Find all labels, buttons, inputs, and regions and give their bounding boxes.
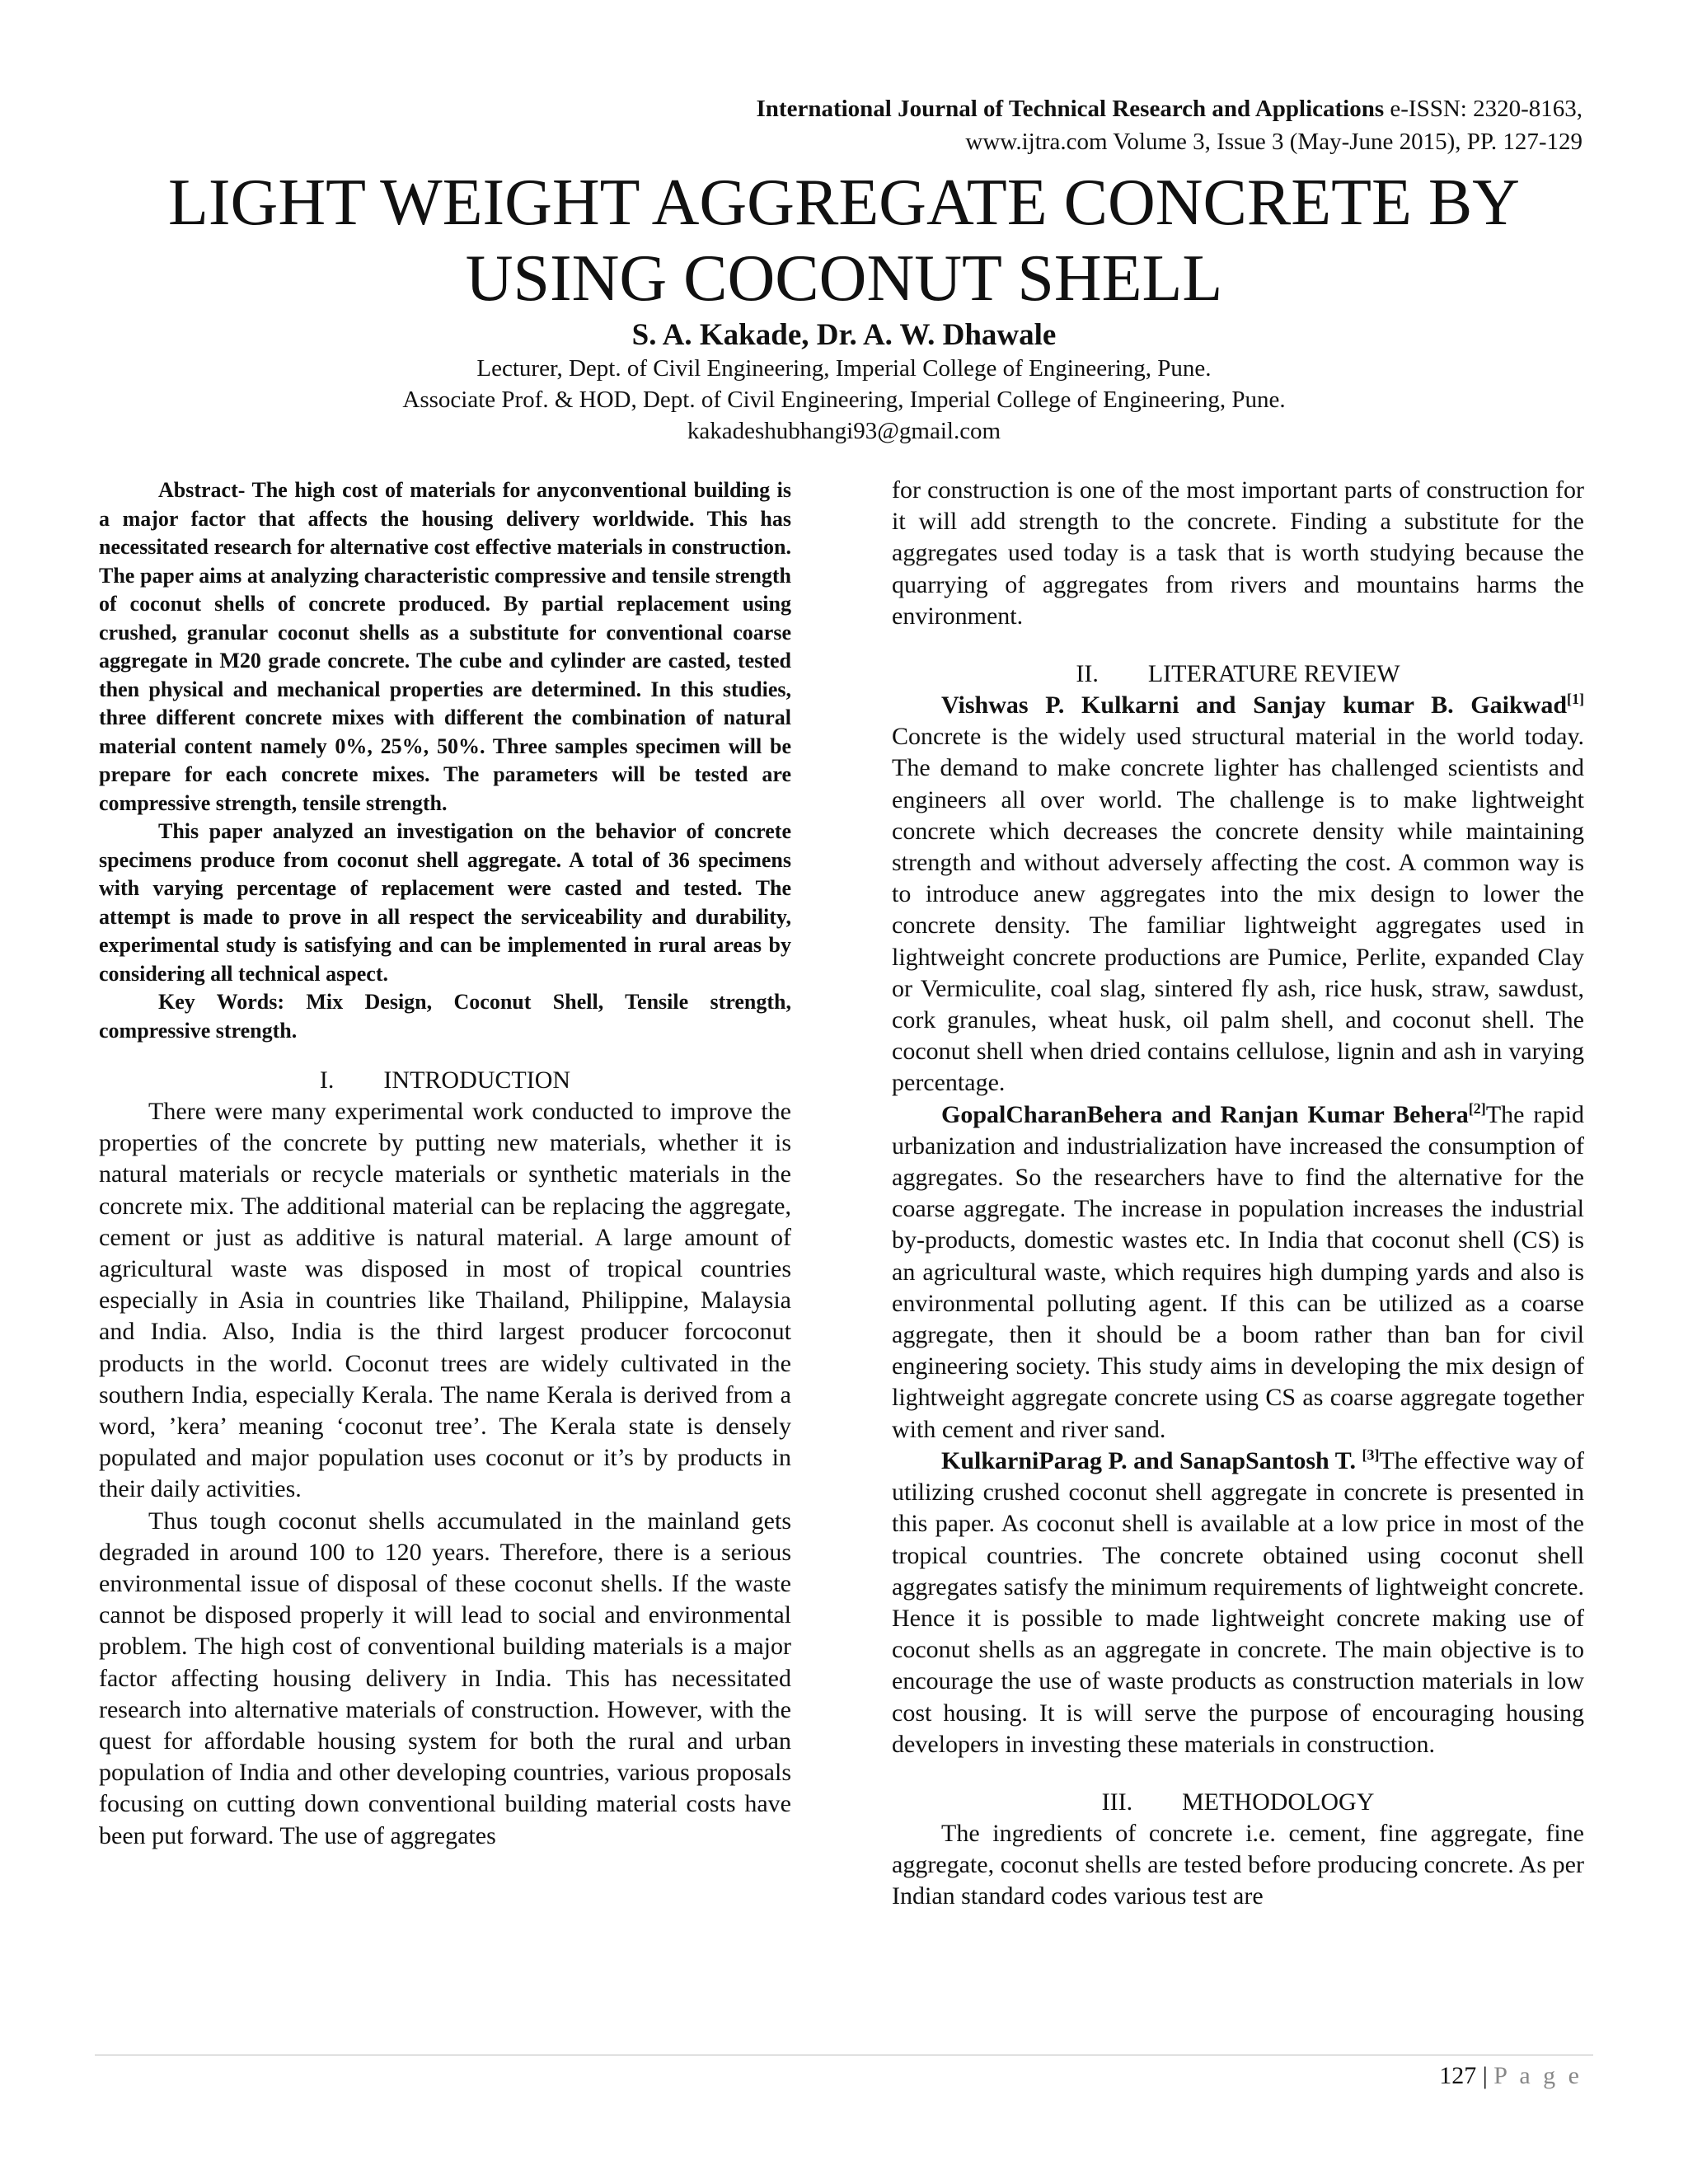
- section-number: I.: [319, 1066, 335, 1094]
- title-line-1: LIGHT WEIGHT AGGREGATE CONCRETE BY: [168, 166, 1520, 239]
- review-text: The effective way of utilizing crushed coconut shell aggregate in concrete is presented in this paper. As coconut shell is available at a low price in most of the tropical countries. The concrete obtained using coconut shell aggregates satisfy the minimum requirements of lightweight concrete. Hence it is possible to made lightweight concrete making use of coconut shells as an aggregate in concrete. The main objective is to encourage the use of waste products as construction materials in low cost housing. It is will serve the purpose of encouraging housing developers in investing these materials in construction.: [892, 1446, 1584, 1758]
- review-authors: Vishwas P. Kulkarni and Sanjay kumar B. Gaikwad: [941, 691, 1567, 719]
- review-text: Concrete is the widely used structural material in the world today. The demand to make concrete lighter has challenged scientists and engineers all over world. The challenge is to make lightweight concrete which decreases the concrete density while maintaining strength and without adversely affecting the cost. A common way is to introduce anew aggregates into the mix design to lower the concrete density. The familiar lightweight aggregates used in lightweight concrete productions are Pumice, Perlite, expanded Clay or Vermiculite, coal slag, sintered fly ash, rice husk, straw, sawdust, cork granules, wheat husk, oil palm shell, and coconut shell. The coconut shell when dried contains cellulose, lignin and ash in varying percentage.: [892, 723, 1584, 1097]
- right-column: [892, 475, 1584, 1913]
- section-number: II.: [1076, 660, 1099, 688]
- methodology-paragraph-1: The ingredients of concrete i.e. cement, fine aggregate, fine aggregate, coconut shells are tested before producing concrete. As per Indian standard codes various test are: [892, 1819, 1584, 1910]
- literature-review-heading: [892, 658, 1584, 690]
- affiliation-1: Lecturer, Dept. of Civil Engineering, Imperial College of Engineering, Pune.: [476, 355, 1212, 382]
- review-entry-1: [892, 690, 1584, 1099]
- page-label: P a g e: [1493, 2062, 1582, 2089]
- keywords: Key Words: Mix Design, Coconut Shell, Tensile strength, compressive strength.: [99, 990, 791, 1043]
- page-separator: |: [1476, 2062, 1494, 2089]
- review-text: The rapid urbanization and industrialization have increased the consumption of aggregates. So the researchers have to find the alternative for the coarse aggregate. The increase in population increases the industrial by-products, domestic wastes etc. In India that coconut shell (CS) is an agricultural waste, which requires high dumping yards and also is environmental polluting agent. If this can be utilized as a coarse aggregate, then it should be a boom rather than ban for civil engineering society. This study aims in developing the mix design of lightweight aggregate concrete using CS as coarse aggregate together with cement and river sand.: [892, 1100, 1585, 1443]
- abstract-section: [99, 476, 791, 1045]
- abstract-paragraph-1: Abstract- The high cost of materials for anyconventional building is a major factor that affects the housing delivery worldwide. This has necessitated research for alternative cost effective materials in construction. The paper aims at analyzing characteristic compressive and tensile strength of coconut shells of concrete produced. By partial replacement using crushed, granular coconut shells as a substitute for conventional coarse aggregate in M20 grade concrete. The cube and cylinder are casted, tested then physical and mechanical properties are determined. In this studies, three different concrete mixes with different the combination of natural material content namely 0%, 25%, 50%. Three samples specimen will be prepare for each concrete mixes. The parameters will be tested are compressive strength, tensile strength.: [99, 478, 791, 815]
- section-title: INTRODUCTION: [383, 1066, 571, 1094]
- author-email: kakadeshubhangi93@gmail.com: [687, 418, 1001, 444]
- page-footer: [1439, 2062, 1582, 2090]
- affiliations: [91, 353, 1597, 447]
- citation-ref: [1]: [1567, 691, 1584, 708]
- title-line-2: USING COCONUT SHELL: [465, 242, 1223, 315]
- section-title: LITERATURE REVIEW: [1147, 660, 1400, 688]
- paper-title: [91, 165, 1597, 316]
- introduction-section: [99, 1065, 791, 1852]
- methodology-heading: [892, 1787, 1584, 1818]
- abstract-paragraph-2: This paper analyzed an investigation on the behavior of concrete specimens produce from coconut shell aggregate. A total of 36 specimens with varying percentage of replacement were casted and tested. The attempt is made to prove in all respect the serviceability and durability, experimental study is satisfying and can be implemented in rural areas by considering all technical aspect.: [99, 819, 791, 986]
- journal-header: [757, 92, 1582, 158]
- intro-paragraph-2: Thus tough coconut shells accumulated in the mainland gets degraded in around 100 to 120 years. Therefore, there is a serious environmental issue of disposal of these coconut shells. If the waste cannot be disposed properly it will lead to social and environmental problem. The high cost of conventional building materials is a major factor affecting housing delivery in India. This has necessitated research into alternative materials of construction. However, with the quest for affordable housing system for both the rural and urban population of India and other developing countries, various proposals focusing on cutting down conventional building material costs have been put forward. The use of aggregates: [99, 1507, 791, 1849]
- journal-line-1: [757, 92, 1582, 125]
- section-title: METHODOLOGY: [1182, 1788, 1375, 1816]
- journal-line-2: www.ijtra.com Volume 3, Issue 3 (May-June 2015), PP. 127-129: [965, 129, 1582, 155]
- page-number: 127: [1439, 2062, 1477, 2089]
- intro-paragraph-3: for construction is one of the most important parts of construction for it will add strength to the concrete. Finding a substitute for the aggregates used today is a task that is worth studying because the quarrying of aggregates from rivers and mountains harms the environment.: [892, 476, 1584, 630]
- citation-ref: [2]: [1468, 1099, 1486, 1117]
- review-authors: KulkarniParag P. and SanapSantosh T.: [941, 1446, 1362, 1474]
- affiliation-2: Associate Prof. & HOD, Dept. of Civil Engineering, Imperial College of Engineering, Pune.: [402, 387, 1286, 413]
- review-authors: GopalCharanBehera and Ranjan Kumar Behera: [941, 1100, 1469, 1128]
- review-entry-3: [892, 1446, 1584, 1760]
- citation-ref: [3]: [1362, 1446, 1380, 1463]
- review-entry-2: [892, 1099, 1584, 1446]
- intro-paragraph-1: There were many experimental work conducted to improve the properties of the concrete by putting new materials, whether it is natural materials or recycle materials or synthetic materials in the concrete mix. The additional material can be replacing the aggregate, cement or just as additive is natural material. A large amount of agricultural waste was disposed in most of tropical countries especially in Asia in countries like Thailand, Philippine, Malaysia and India. Also, India is the third largest producer forcoconut products in the world. Coconut trees are widely cultivated in the southern India, especially Kerala. The name Kerala is derived from a word, ’kera’ meaning ‘coconut tree’. The Kerala state is densely populated and major population uses coconut or it’s by products in their daily activities.: [99, 1098, 791, 1503]
- journal-name: International Journal of Technical Research and Applications: [756, 96, 1385, 122]
- section-number: III.: [1101, 1788, 1133, 1816]
- introduction-heading: [99, 1065, 791, 1096]
- journal-issn: e-ISSN: 2320-8163,: [1384, 96, 1582, 122]
- author-list: S. A. Kakade, Dr. A. W. Dhawale: [631, 318, 1057, 352]
- left-column: [99, 476, 791, 1852]
